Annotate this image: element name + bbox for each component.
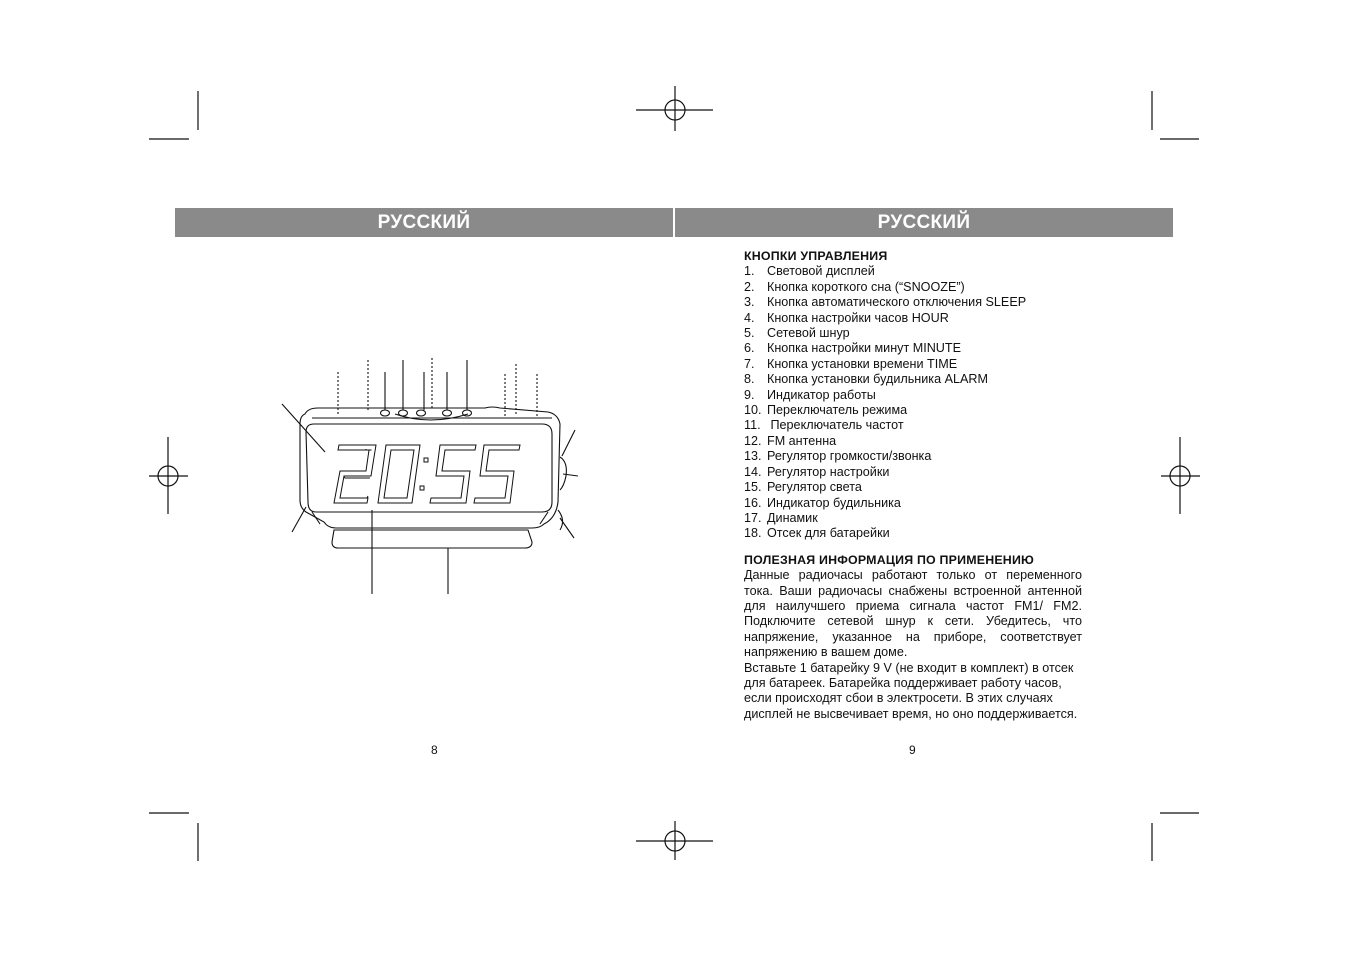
item-number: 8. [744, 372, 755, 387]
list-item [744, 311, 1082, 326]
item-number: 13. [744, 449, 762, 464]
list-item [744, 511, 1082, 526]
list-item [744, 295, 1082, 310]
item-number: 9. [744, 387, 755, 402]
speaker-grille [332, 530, 532, 548]
item-number: 11. [744, 418, 761, 433]
item-number: 2. [744, 279, 755, 294]
item-text: Регулятор настройки [767, 464, 890, 479]
registration-mark-left [149, 437, 188, 514]
item-text: Кнопка установки будильника ALARM [767, 372, 988, 387]
colon-dot-top [424, 458, 428, 462]
info-paragraph-2: Вставьте 1 батарейку 9 V (не входит в комплект) в отсек для батареек. Батарейка поддерживает работу часов, если происходят сбои в электросети. В этих случаях дисплей не высвечивает время, но оно поддерживается. [744, 660, 1078, 721]
item-number: 6. [744, 341, 755, 356]
item-text: Отсек для батарейки [767, 526, 890, 541]
item-text: Световой дисплей [767, 264, 875, 279]
info-paragraph-1: Данные радиочасы работают только от переменного тока. Ваши радиочасы снабжены встроенной антенной для наилучшего приема сигнала частот FM1/ FM2. Подключите сетевой шнур к сети. Убедитесь, что напряжение, указанное на приборе, соответствует напряжению в вашем доме. [744, 568, 1082, 660]
item-text: Кнопка установки времени TIME [767, 356, 958, 371]
item-text: Переключатель частот [767, 418, 904, 433]
item-number: 10. [744, 403, 762, 418]
item-text: Регулятор громкости/звонка [767, 449, 932, 464]
list-item [744, 526, 1082, 541]
colon-dot-bottom [420, 486, 424, 490]
item-text: Сетевой шнур [767, 326, 850, 341]
page-number-left: 8 [431, 743, 438, 757]
digit-0 [378, 445, 420, 503]
registration-mark-right [1161, 437, 1200, 514]
item-text: Индикатор будильника [767, 495, 901, 510]
list-item [744, 465, 1082, 480]
item-text: Кнопка короткого сна (“SNOOZE”) [767, 279, 965, 294]
item-text: Кнопка автоматического отключения SLEEP [767, 295, 1027, 310]
digit-5a [430, 445, 476, 503]
item-text: Регулятор света [767, 480, 862, 495]
list-item [744, 372, 1082, 387]
alarm-button-outline [443, 410, 452, 416]
sleep-button-outline [463, 410, 472, 416]
list-item [744, 403, 1082, 418]
minute-button-outline [399, 410, 408, 416]
item-text: Индикатор работы [767, 387, 876, 402]
clock-body [300, 407, 560, 528]
right-page-header: РУССКИЙ [675, 208, 1173, 237]
item-text: Переключатель режима [767, 403, 908, 418]
item-number: 15. [744, 480, 762, 495]
hour-button-outline [381, 410, 390, 416]
item-text: FM антенна [767, 433, 837, 448]
item-number: 3. [744, 295, 755, 310]
list-item [744, 280, 1082, 295]
item-number: 4. [744, 310, 755, 325]
time-button-outline [417, 410, 426, 416]
item-text: Динамик [767, 510, 818, 525]
right-column [744, 249, 1082, 722]
item-number: 16. [744, 495, 762, 510]
page-number-right: 9 [909, 743, 916, 757]
list-item [744, 326, 1082, 341]
digit-5b [474, 445, 520, 503]
list-item [744, 264, 1082, 279]
item-number: 12. [744, 433, 762, 448]
item-number: 18. [744, 526, 762, 541]
led-display-digits [334, 445, 520, 503]
item-number: 5. [744, 326, 755, 341]
list-item [744, 341, 1082, 356]
controls-list [744, 264, 1082, 541]
item-text: Кнопка настройки минут MINUTE [767, 341, 961, 356]
item-text: Кнопка настройки часов HOUR [767, 310, 949, 325]
list-item [744, 480, 1082, 495]
alarm-clock-diagram [270, 352, 590, 597]
registration-mark-top [636, 86, 713, 131]
registration-mark-bottom [636, 821, 713, 860]
list-item [744, 388, 1082, 403]
list-item [744, 496, 1082, 511]
list-item [744, 357, 1082, 372]
item-number: 17. [744, 510, 762, 525]
item-number: 7. [744, 356, 755, 371]
info-title: ПОЛЕЗНАЯ ИНФОРМАЦИЯ ПО ПРИМЕНЕНИЮ [744, 552, 1035, 567]
list-item [744, 434, 1082, 449]
controls-title: КНОПКИ УПРАВЛЕНИЯ [744, 249, 888, 263]
item-number: 14. [744, 464, 762, 479]
list-item [744, 449, 1082, 464]
left-page-header: РУССКИЙ [175, 208, 673, 237]
list-item [744, 418, 1082, 433]
item-number: 1. [744, 264, 755, 279]
